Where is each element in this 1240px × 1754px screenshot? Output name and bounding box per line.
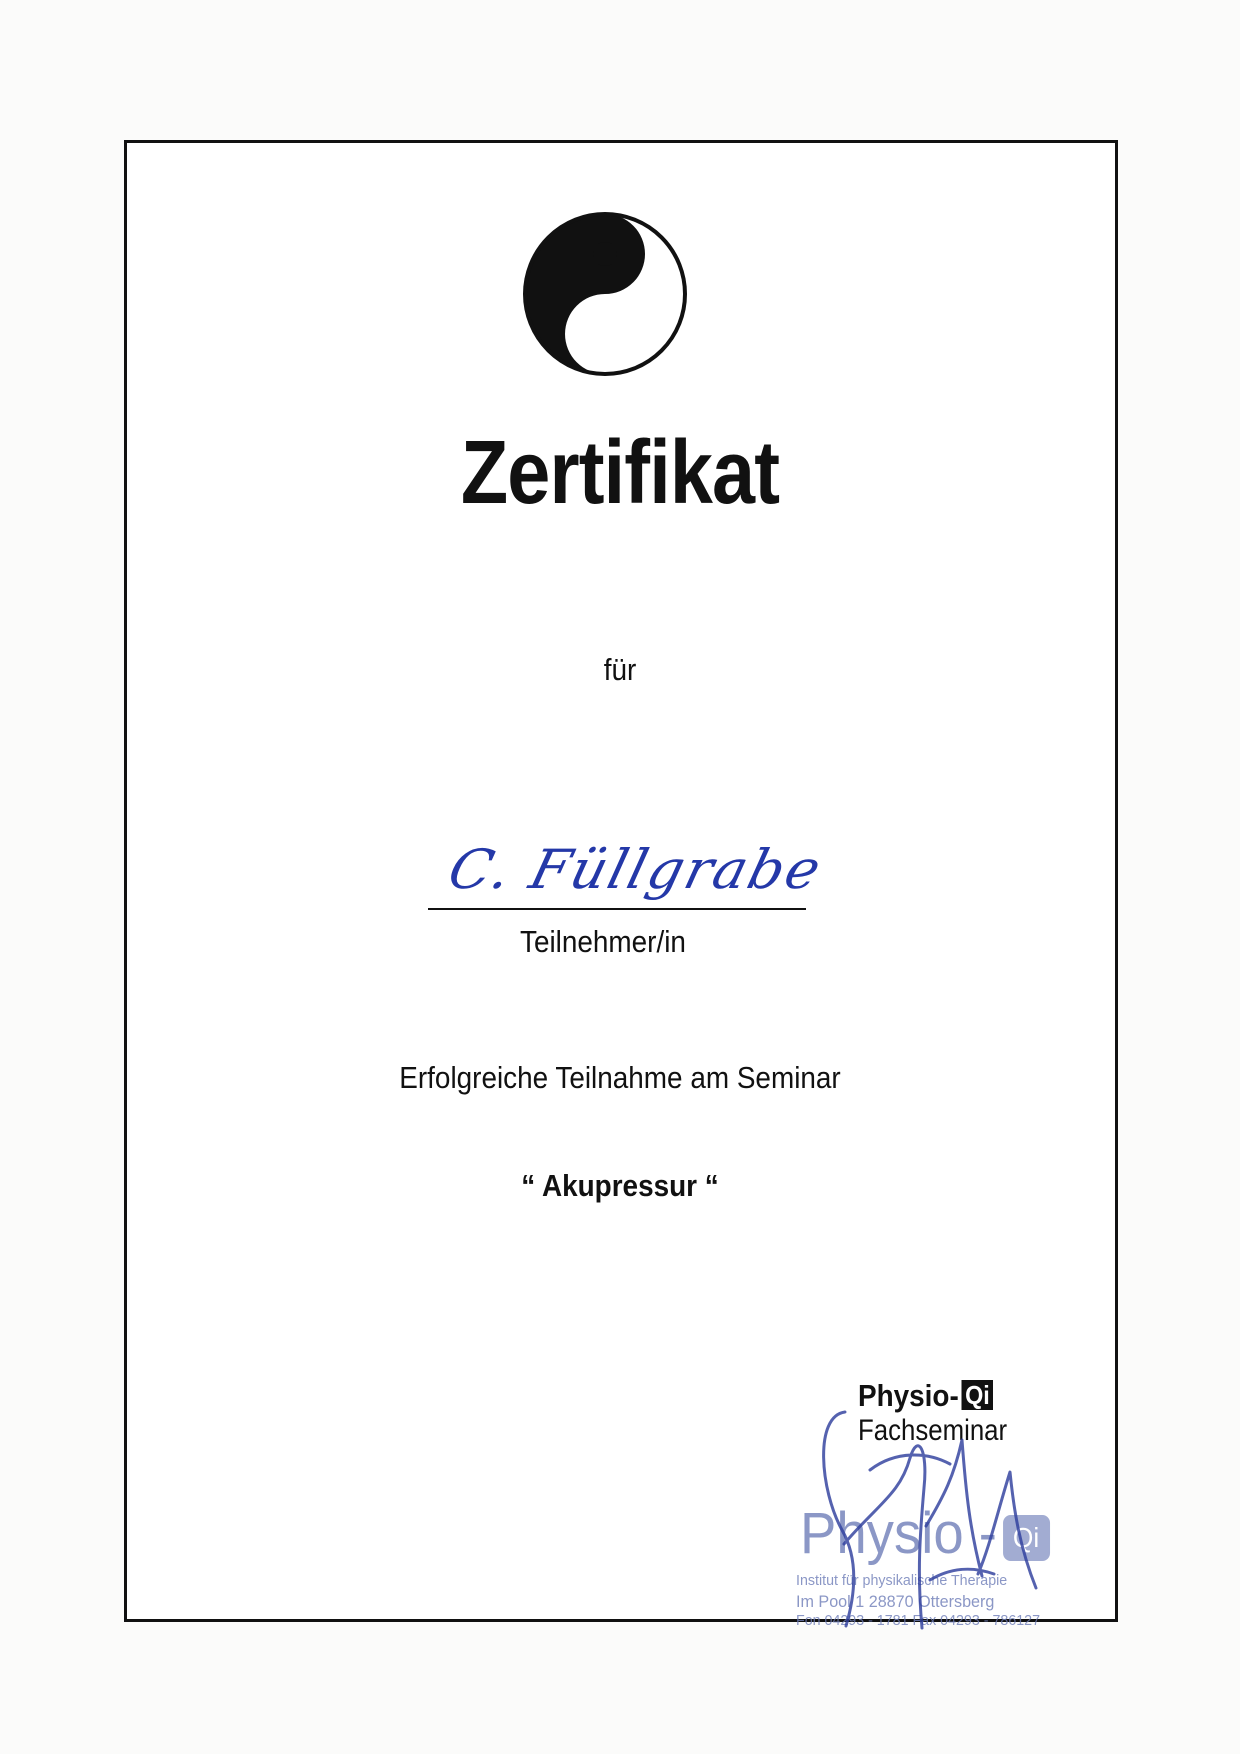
seminar-completion-text: Erfolgreiche Teilnahme am Seminar <box>399 1060 841 1095</box>
certificate-title: Zertifikat <box>460 423 780 523</box>
stamp-line-3: Fon 04293 - 1781 Fax 04293 - 786127 <box>796 1612 1041 1629</box>
stamp-line-1: Institut für physikalische Therapie <box>796 1572 1008 1589</box>
brand-subtitle: Fachseminar <box>858 1414 1008 1447</box>
seminar-name: “ Akupressur “ <box>521 1168 719 1203</box>
handwritten-signature <box>800 1398 1050 1638</box>
brand-name-text: Physio- <box>858 1378 959 1413</box>
participant-signature: C. Füllgrabe <box>442 838 829 901</box>
stamp-name: Physio - <box>800 1501 997 1566</box>
brand-qi-badge: Qi <box>961 1380 993 1410</box>
signature-line <box>428 908 806 910</box>
stamp-line-2: Im Pool 1 28870 Ottersberg <box>796 1592 995 1611</box>
stamp-qi-badge: Qi <box>1003 1515 1050 1561</box>
participant-label: Teilnehmer/in <box>520 924 686 959</box>
yin-yang-icon <box>521 210 689 378</box>
for-label: für <box>603 652 637 687</box>
